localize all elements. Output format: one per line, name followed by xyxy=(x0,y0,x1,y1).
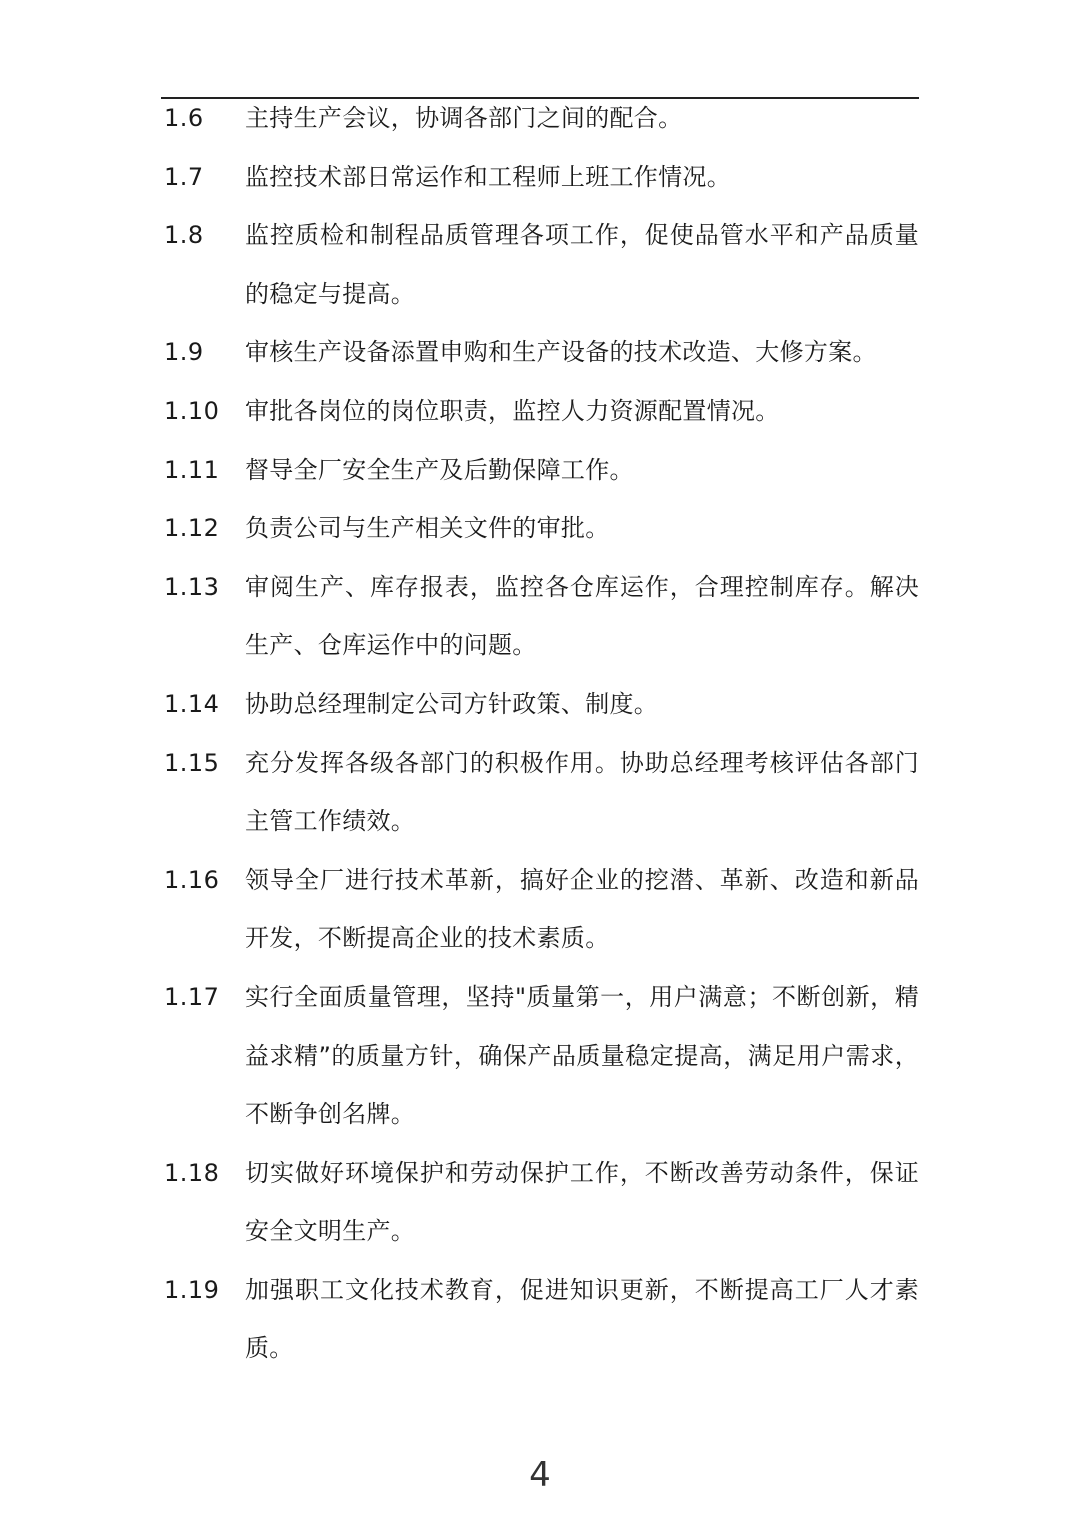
list-item xyxy=(161,499,919,558)
list-item xyxy=(161,148,919,207)
item-number: 1.12 xyxy=(164,514,220,543)
item-text: 切实做好环境保护和劳动保护工作，不断改善劳动条件，保证安全文明生产。 xyxy=(245,1158,919,1246)
item-text: 监控质检和制程品质管理各项工作，促使品管水平和产品质量的稳定与提高。 xyxy=(245,221,919,308)
item-number: 1.19 xyxy=(164,1275,220,1304)
item-text: 审批各岗位的岗位职责，监控人力资源配置情况。 xyxy=(245,396,780,425)
list-item xyxy=(161,968,919,1144)
item-number: 1.9 xyxy=(164,338,204,367)
item-number: 1.8 xyxy=(164,221,204,250)
item-text: 加强职工文化技术教育，促进知识更新，不断提高工厂人才素质。 xyxy=(245,1275,919,1363)
item-text: 实行全面质量管理，坚持"质量第一，用户满意；不断创新，精益求精”的质量方针，确保产品质量稳定提高，满足用户需求，不断争创名牌。 xyxy=(245,982,919,1129)
list-item xyxy=(161,441,919,500)
page-number: 4 xyxy=(529,1455,551,1495)
list-item xyxy=(161,851,919,968)
list-item xyxy=(161,558,919,675)
item-text: 负责公司与生产相关文件的审批。 xyxy=(245,514,610,543)
item-number: 1.11 xyxy=(164,455,220,484)
item-number: 1.17 xyxy=(164,982,220,1011)
item-number: 1.18 xyxy=(164,1158,220,1187)
item-number: 1.15 xyxy=(164,748,220,777)
item-text: 协助总经理制定公司方针政策、制度。 xyxy=(245,689,659,718)
item-text: 审阅生产、库存报表，监控各仓库运作，合理控制库存。解决生产、仓库运作中的问题。 xyxy=(245,572,919,660)
list-item xyxy=(161,1144,919,1261)
item-number: 1.14 xyxy=(164,689,220,718)
list-item xyxy=(161,1261,919,1378)
list-item xyxy=(161,206,919,323)
item-text: 督导全厂安全生产及后勤保障工作。 xyxy=(245,455,634,484)
list-item xyxy=(161,382,919,441)
item-number: 1.6 xyxy=(164,104,204,132)
list-item xyxy=(161,323,919,382)
item-number: 1.13 xyxy=(164,572,220,601)
item-number: 1.10 xyxy=(164,396,220,425)
list-item xyxy=(161,675,919,734)
list-item xyxy=(161,734,919,851)
item-text: 充分发挥各级各部门的积极作用。协助总经理考核评估各部门主管工作绩效。 xyxy=(245,748,919,836)
item-text: 审核生产设备添置申购和生产设备的技术改造、大修方案。 xyxy=(245,338,877,367)
list-item xyxy=(161,89,919,148)
item-text: 主持生产会议，协调各部门之间的配合。 xyxy=(245,104,683,132)
item-text: 监控技术部日常运作和工程师上班工作情况。 xyxy=(245,162,731,191)
item-number: 1.7 xyxy=(164,162,204,191)
duty-list xyxy=(161,89,919,1378)
item-number: 1.16 xyxy=(164,865,220,894)
item-text: 领导全厂进行技术革新，搞好企业的挖潜、革新、改造和新品开发，不断提高企业的技术素质。 xyxy=(245,865,919,953)
